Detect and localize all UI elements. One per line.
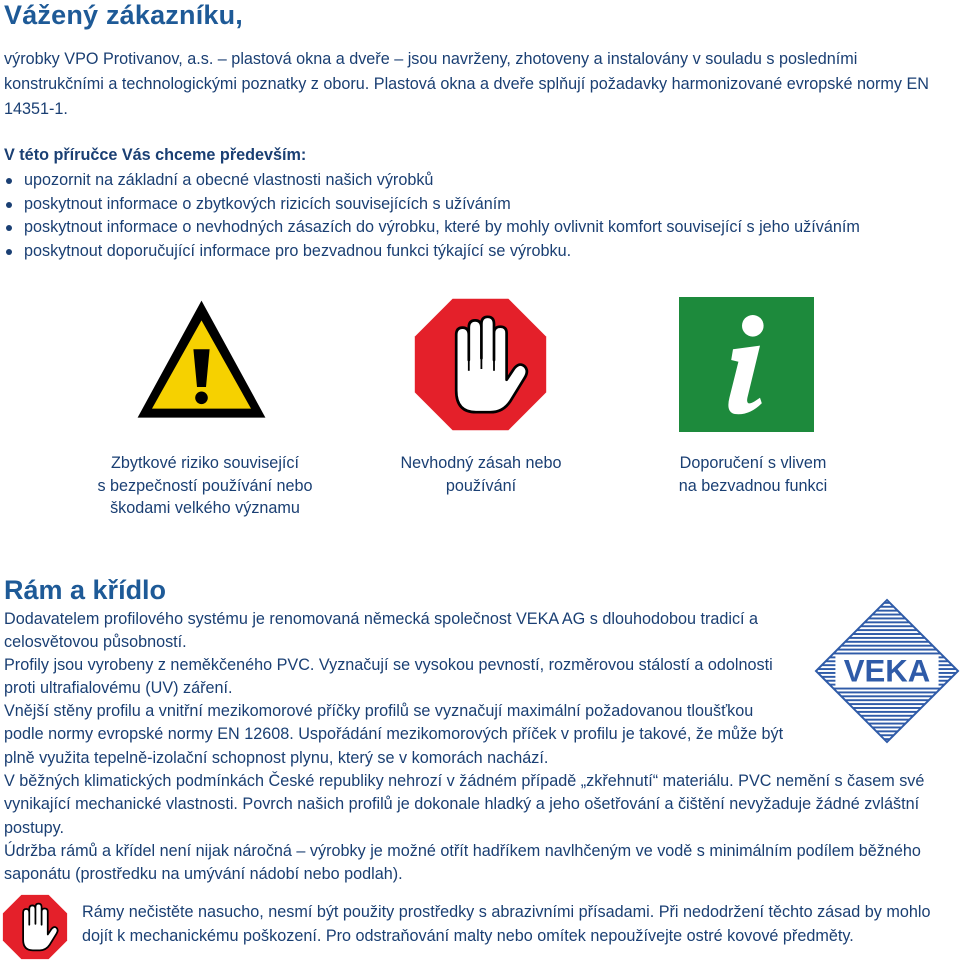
intro-paragraph: výrobky VPO Protivanov, a.s. – plastová okna a dveře – jsou navrženy, zhotoveny a instalovány v souladu s posledními konstrukčními a technologickými poznatky z oboru. Plastová okna a dveře splňují požadavky harmonizované evropské normy EN 14351-1. xyxy=(4,50,929,118)
page-title: Vážený zákazníku, xyxy=(4,0,244,30)
veka-logo-text: VEKA xyxy=(843,653,931,689)
paragraph-material: Profily jsou vyrobeny z neměkčeného PVC. Vyznačují se vysokou pevností, rozměrovou stálostí a odolnosti proti ultrafialovému (UV) záření. xyxy=(4,656,773,698)
info-caption: Doporučení s vlivem na bezvadnou funkci xyxy=(678,454,828,495)
list-item: upozornit na základní a obecné vlastnosti našich výrobků xyxy=(4,169,860,193)
list-item: poskytnout informace o zbytkových rizicích souvisejících s užíváním xyxy=(4,193,860,217)
veka-logo xyxy=(814,598,960,744)
cleaning-note: Rámy nečistěte nasucho, nesmí být použity prostředky s abrazivními přísadami. Při nedodržení těchto zásad by mohlo dojít k mechanickému poškození. Pro odstraňování malty nebo omítek nepoužívejte ostré kovové předměty. xyxy=(82,903,931,945)
paragraph-supplier: Dodavatelem profilového systému je renomovaná německá společnost VEKA AG s dlouhodobou tradicí a celosvětovou působností. xyxy=(4,610,759,652)
stop-hand-icon xyxy=(413,297,548,432)
info-icon xyxy=(679,297,814,432)
paragraph-maintenance: Údržba rámů a křídel není nijak náročná – výrobky je možné otřít hadříkem navlhčeným ve vodě s minimálním podílem běžného saponátu (prostředku na umývání nádobí nebo podlah). xyxy=(4,842,921,884)
paragraph-walls: Vnější stěny profilu a vnitřní mezikomorové příčky profilů se vyznačují maximální požadovanou tloušťkou podle normy evropské normy EN 12608. Uspořádání mezikomorových příček v profilu je takové, že může být plně využita tepelně-izolační schopnost plynu, který se v komorách nachází. xyxy=(4,702,784,767)
stop-caption: Nevhodný zásah nebo používání xyxy=(400,454,562,495)
list-item: poskytnout doporučující informace pro bezvadnou funkci týkající se výrobku. xyxy=(4,240,860,264)
lead-heading: V této příručce Vás chceme především: xyxy=(4,146,307,164)
list-item: poskytnout informace o nevhodných zásazích do výrobku, které by mohly ovlivnit komfort související s jeho užíváním xyxy=(4,216,860,240)
section-heading: Rám a křídlo xyxy=(4,575,167,605)
warning-triangle-icon xyxy=(134,297,269,432)
purpose-list xyxy=(4,169,860,263)
stop-hand-icon xyxy=(2,894,68,960)
warning-caption: Zbytkové riziko související s bezpečností používání nebo škodami velkého významu xyxy=(97,454,313,517)
paragraph-climate: V běžných klimatických podmínkách České republiky nehrozí v žádném případě „zkřehnutí“ materiálu. PVC nemění s časem své vynikající mechanické vlastnosti. Povrch našich profilů je dokonale hladký a jeho ošetřování a čištění nevyžaduje žádné zvláštní postupy. xyxy=(4,772,925,837)
